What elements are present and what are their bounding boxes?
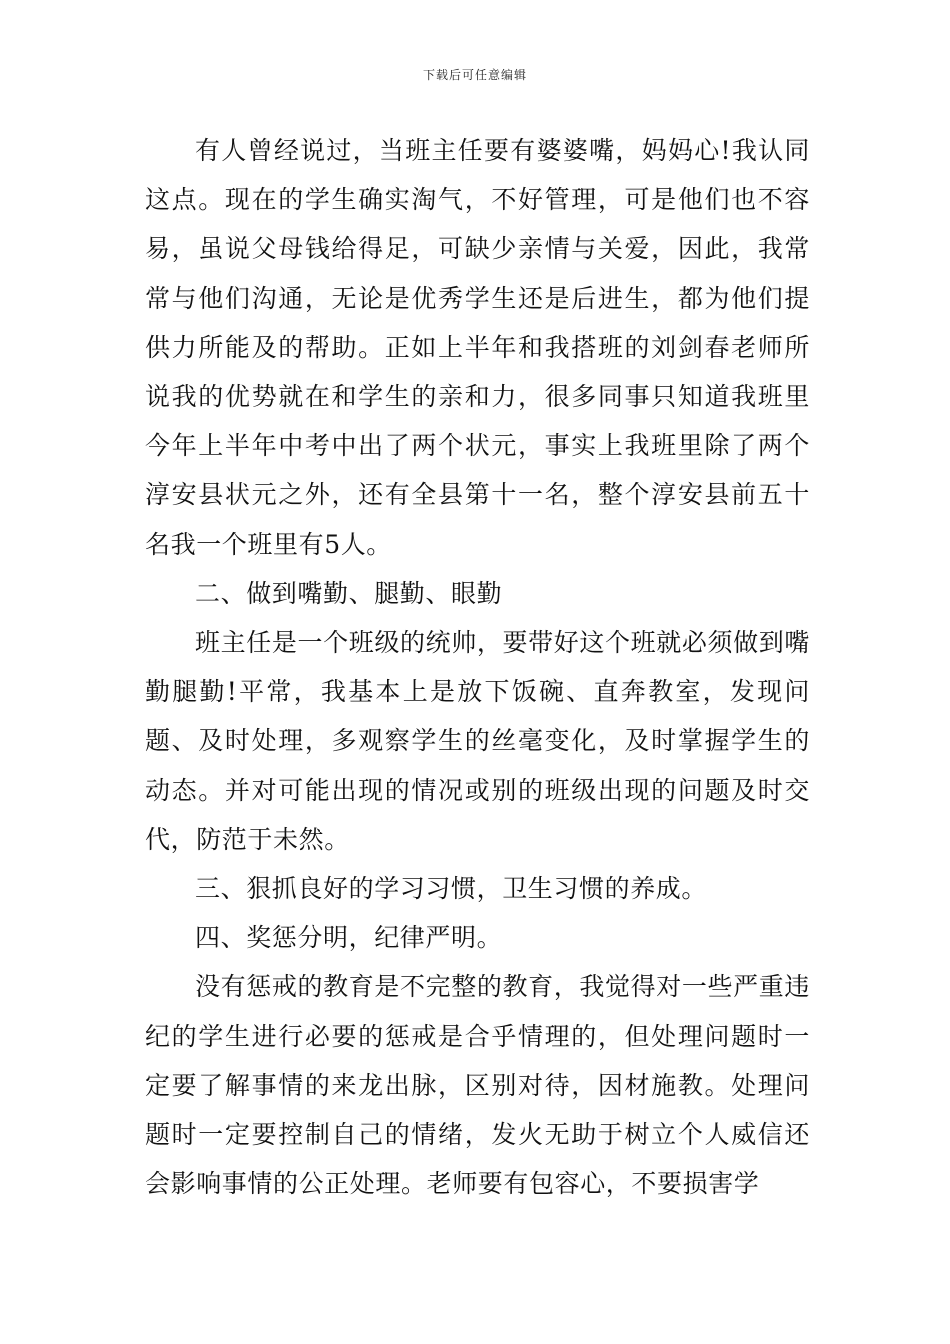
- document-body: [145, 126, 810, 1208]
- section-heading-4: 四、奖惩分明，纪律严明。: [195, 923, 503, 953]
- section-heading-3: 三、狠抓良好的学习习惯，卫生习惯的养成。: [195, 874, 708, 904]
- header-note: 下载后可任意编辑: [422, 68, 527, 82]
- paragraph-diligence: 班主任是一个班级的统帅，要带好这个班就必须做到嘴勤腿勤!平常，我基本上是放下饭碗、直奔教室，发现问题、及时处理，多观察学生的丝毫变化，及时掌握学生的动态。并对可能出现的情况或别的班级出现的问题及时交代，防范于未然。: [145, 628, 810, 854]
- section-heading-2: 二、做到嘴勤、腿勤、眼勤: [195, 578, 503, 608]
- paragraph-intro: 有人曾经说过，当班主任要有婆婆嘴，妈妈心!我认同这点。现在的学生确实淘气，不好管理，可是他们也不容易，虽说父母钱给得足，可缺少亲情与关爱，因此，我常常与他们沟通，无论是优秀学生还是后进生，都为他们提供力所能及的帮助。正如上半年和我搭班的刘剑春老师所说我的优势就在和学生的亲和力，很多同事只知道我班里今年上半年中考中出了两个状元，事实上我班里除了两个淳安县状元之外，还有全县第十一名，整个淳安县前五十名我一个班里有5人。: [145, 136, 810, 559]
- paragraph-discipline: 没有惩戒的教育是不完整的教育，我觉得对一些严重违纪的学生进行必要的惩戒是合乎情理的，但处理问题时一定要了解事情的来龙出脉，区别对待，因材施教。处理问题时一定要控制自己的情绪，发火无助于树立个人威信还会影响事情的公正处理。老师要有包容心，不要损害学: [145, 972, 810, 1199]
